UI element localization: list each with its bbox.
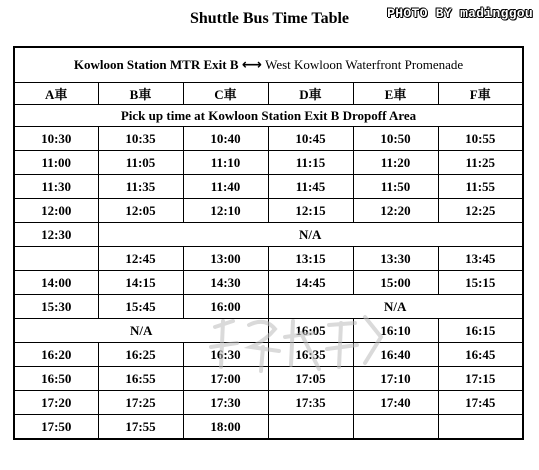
route-destination: West Kowloon Waterfront Promenade <box>265 57 464 72</box>
time-cell: 17:10 <box>353 367 438 391</box>
time-cell: 11:20 <box>353 151 438 175</box>
time-cell: 10:30 <box>14 127 98 151</box>
time-cell: 16:10 <box>353 319 438 343</box>
time-cell: 16:30 <box>183 343 268 367</box>
time-cell: 17:50 <box>14 415 98 440</box>
not-available-cell: N/A <box>14 319 268 343</box>
time-cell <box>353 415 438 440</box>
time-cell: 16:20 <box>14 343 98 367</box>
time-cell: 12:25 <box>438 199 523 223</box>
time-cell <box>438 415 523 440</box>
time-cell: 15:00 <box>353 271 438 295</box>
time-cell: 17:35 <box>268 391 353 415</box>
table-row <box>14 343 523 367</box>
pickup-note-row <box>14 105 523 127</box>
route-cell <box>14 47 523 83</box>
time-cell: 11:45 <box>268 175 353 199</box>
time-cell: 16:05 <box>268 319 353 343</box>
column-header-e: E車 <box>353 83 438 105</box>
time-cell: 11:50 <box>353 175 438 199</box>
time-cell: 11:05 <box>98 151 183 175</box>
time-cell: 15:30 <box>14 295 98 319</box>
time-cell: 17:20 <box>14 391 98 415</box>
table-row <box>14 367 523 391</box>
time-cell: 16:45 <box>438 343 523 367</box>
column-header-c: C車 <box>183 83 268 105</box>
table-row <box>14 319 523 343</box>
time-cell: 12:05 <box>98 199 183 223</box>
time-cell: 15:15 <box>438 271 523 295</box>
column-header-f: F車 <box>438 83 523 105</box>
bidirectional-arrow-icon: ⟷ <box>241 57 262 73</box>
time-cell: 11:15 <box>268 151 353 175</box>
time-cell: 12:10 <box>183 199 268 223</box>
time-cell: 17:25 <box>98 391 183 415</box>
time-cell: 11:25 <box>438 151 523 175</box>
table-row <box>14 247 523 271</box>
time-cell: 17:05 <box>268 367 353 391</box>
time-cell: 10:50 <box>353 127 438 151</box>
table-row <box>14 127 523 151</box>
time-cell: 17:15 <box>438 367 523 391</box>
time-cell: 14:15 <box>98 271 183 295</box>
time-cell: 16:15 <box>438 319 523 343</box>
time-cell: 15:45 <box>98 295 183 319</box>
photo-credit: PHOTO BY madinggou <box>387 6 533 21</box>
pickup-note: Pick up time at Kowloon Station Exit B Dropoff Area <box>14 105 523 127</box>
time-cell: 13:45 <box>438 247 523 271</box>
time-cell: 11:10 <box>183 151 268 175</box>
page-title: Shuttle Bus Time Table <box>189 10 350 27</box>
time-cell: 11:00 <box>14 151 98 175</box>
time-cell: 13:15 <box>268 247 353 271</box>
time-cell: 12:30 <box>14 223 98 247</box>
time-cell: 16:00 <box>183 295 268 319</box>
route-row <box>14 47 523 83</box>
time-cell: 16:40 <box>353 343 438 367</box>
time-cell: 12:00 <box>14 199 98 223</box>
time-cell: 11:55 <box>438 175 523 199</box>
time-cell <box>14 247 98 271</box>
time-cell: 17:55 <box>98 415 183 440</box>
time-cell: 11:40 <box>183 175 268 199</box>
timetable <box>13 46 524 440</box>
route-origin: Kowloon Station MTR Exit B <box>73 57 239 72</box>
table-row <box>14 415 523 440</box>
time-cell: 18:00 <box>183 415 268 440</box>
column-header-b: B車 <box>98 83 183 105</box>
time-cell: 16:50 <box>14 367 98 391</box>
time-cell: 17:30 <box>183 391 268 415</box>
table-row <box>14 271 523 295</box>
not-available-cell: N/A <box>98 223 523 247</box>
time-cell: 16:55 <box>98 367 183 391</box>
table-row <box>14 295 523 319</box>
table-row <box>14 223 523 247</box>
time-cell: 13:00 <box>183 247 268 271</box>
time-cell: 16:25 <box>98 343 183 367</box>
table-row <box>14 151 523 175</box>
column-header-row <box>14 83 523 105</box>
table-row <box>14 391 523 415</box>
time-cell: 10:35 <box>98 127 183 151</box>
time-cell: 13:30 <box>353 247 438 271</box>
time-cell: 16:35 <box>268 343 353 367</box>
time-cell: 10:40 <box>183 127 268 151</box>
column-header-a: A車 <box>14 83 98 105</box>
time-cell: 12:15 <box>268 199 353 223</box>
column-header-d: D車 <box>268 83 353 105</box>
time-cell: 12:45 <box>98 247 183 271</box>
time-cell: 11:30 <box>14 175 98 199</box>
time-cell: 10:45 <box>268 127 353 151</box>
time-cell: 17:00 <box>183 367 268 391</box>
time-cell: 17:45 <box>438 391 523 415</box>
time-cell: 14:00 <box>14 271 98 295</box>
time-cell: 17:40 <box>353 391 438 415</box>
time-cell: 10:55 <box>438 127 523 151</box>
table-row <box>14 199 523 223</box>
time-cell: 12:20 <box>353 199 438 223</box>
time-cell: 14:30 <box>183 271 268 295</box>
time-cell <box>268 415 353 440</box>
not-available-cell: N/A <box>268 295 523 319</box>
time-cell: 11:35 <box>98 175 183 199</box>
time-cell: 14:45 <box>268 271 353 295</box>
table-row <box>14 175 523 199</box>
